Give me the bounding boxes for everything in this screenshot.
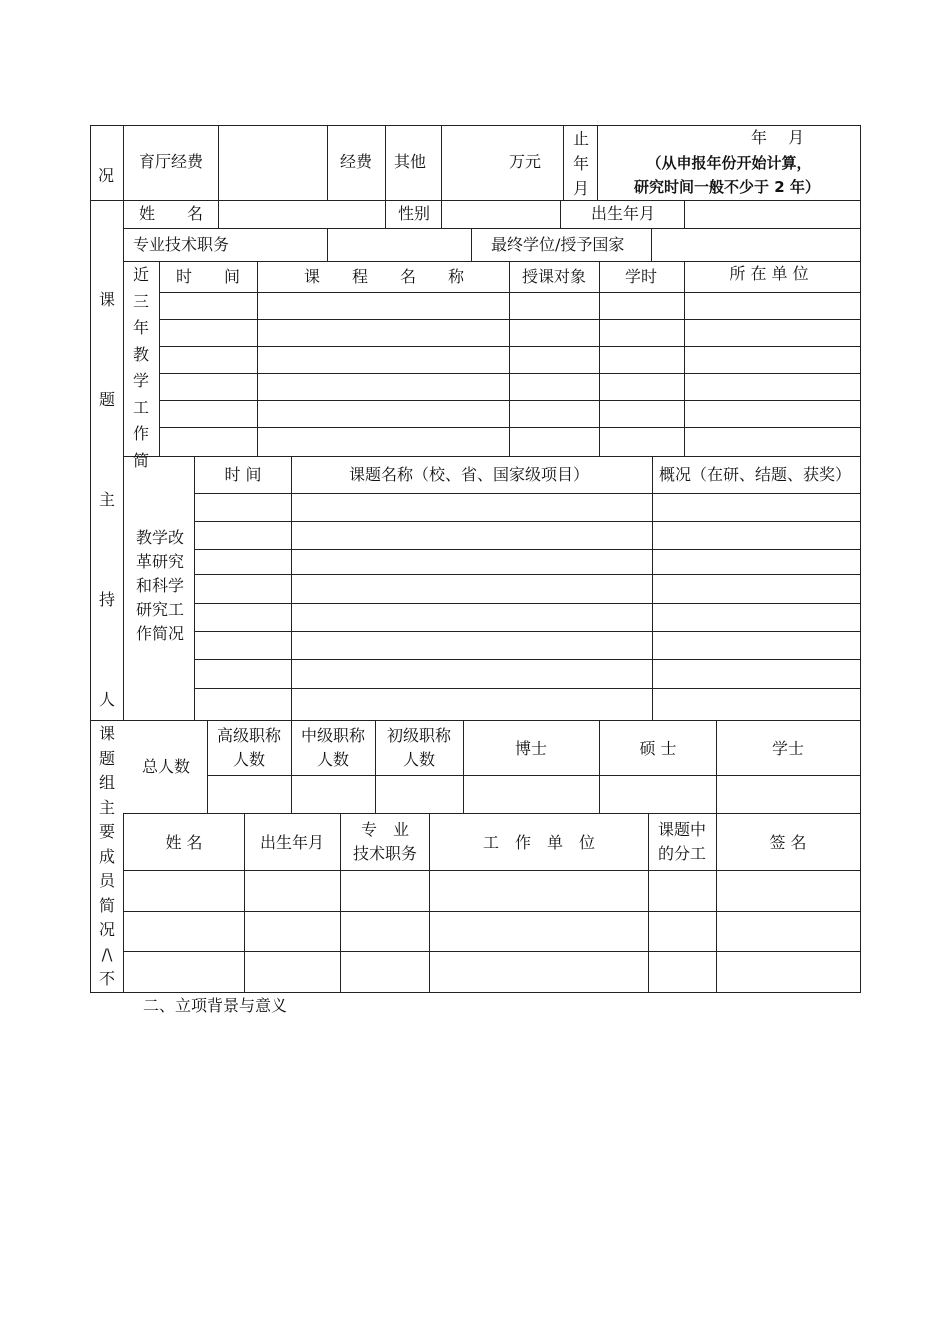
rule	[429, 813, 430, 993]
host-side-char: 人	[98, 690, 116, 709]
member-role-line: 的分工	[657, 844, 707, 863]
rule	[194, 493, 861, 494]
member-role-header	[658, 818, 706, 866]
member-title-line: 专 业	[360, 820, 410, 839]
end-date-label	[573, 126, 589, 201]
member-title-line: 技术职务	[352, 844, 418, 863]
teaching-side-char: 三	[132, 291, 150, 311]
teaching-header-hours: 学时	[624, 267, 658, 286]
group-side-char: 主	[98, 797, 116, 817]
junior-count-label	[387, 724, 451, 772]
group-side-char: /\	[101, 944, 113, 964]
rule	[159, 373, 861, 374]
rule	[684, 200, 685, 229]
research-side-line: 作简况	[136, 624, 185, 643]
host-degree-label: 最终学位/授予国家	[491, 235, 625, 254]
rule	[716, 813, 717, 993]
group-side-char: 要	[98, 822, 116, 841]
rule	[684, 261, 685, 457]
duration-note-line1: （从申报年份开始计算，	[646, 154, 812, 172]
research-side-line: 研究工	[136, 600, 185, 619]
teaching-side-char: 学	[132, 371, 150, 390]
group-side-char: 况	[98, 920, 116, 939]
teaching-side-label	[132, 262, 150, 470]
rule	[218, 125, 219, 201]
rule	[244, 813, 245, 993]
section-heading: 二、立项背景与意义	[143, 996, 288, 1015]
member-birth-header: 出生年月	[259, 833, 325, 852]
member-sign-header: 签 名	[769, 833, 807, 852]
group-side-char: 组	[98, 773, 116, 792]
rule	[159, 400, 861, 401]
rule	[509, 261, 510, 457]
group-side-char: 题	[98, 748, 116, 768]
host-birth-label: 出生年月	[591, 204, 656, 223]
group-side-label	[99, 722, 115, 992]
rule	[90, 200, 861, 201]
middle-line: 中级职称	[300, 726, 366, 745]
fund-label: 经费	[340, 152, 373, 171]
host-side-char: 题	[98, 390, 116, 409]
research-header-project: 课题名称（校、省、国家级项目）	[348, 465, 590, 484]
rule	[207, 720, 208, 814]
rule	[441, 125, 442, 201]
member-name-header: 姓 名	[165, 833, 203, 852]
rule	[563, 125, 564, 201]
teaching-header-course: 课 程 名 称	[303, 267, 465, 286]
bachelor-label: 学士	[771, 739, 805, 758]
teaching-side-char: 简	[132, 450, 150, 470]
rule	[90, 125, 91, 993]
group-side-char: 不	[98, 969, 116, 988]
duration-note-line2: 研究时间一般不少于 2 年）	[634, 178, 820, 196]
rule	[257, 261, 258, 457]
rule	[327, 228, 328, 262]
rule	[385, 125, 386, 201]
rule	[194, 456, 195, 721]
junior-line: 初级职称	[386, 726, 452, 745]
phd-label: 博士	[514, 739, 548, 758]
host-side-char: 课	[98, 290, 116, 309]
group-side-char: 简	[98, 895, 116, 915]
dept-fund-label: 育厅经费	[139, 152, 204, 171]
rule	[327, 125, 328, 201]
rule	[194, 631, 861, 632]
rule	[194, 574, 861, 575]
rule	[218, 200, 219, 229]
rule	[652, 456, 653, 721]
host-name-label: 姓 名	[139, 204, 204, 223]
teaching-side-char: 工	[132, 397, 150, 417]
research-side-line: 和科学	[136, 576, 185, 595]
rule	[385, 200, 386, 229]
rule	[463, 720, 464, 814]
rule	[291, 456, 292, 721]
research-side-label	[136, 526, 184, 646]
rule	[194, 603, 861, 604]
rule	[90, 992, 861, 993]
rule	[648, 813, 649, 993]
teaching-side-char: 作	[132, 424, 150, 443]
research-side-line: 革研究	[136, 552, 185, 571]
master-label: 硕 士	[639, 739, 677, 758]
end-char: 年	[572, 154, 590, 173]
rule	[599, 720, 600, 814]
senior-line: 高级职称	[216, 726, 282, 745]
rule	[651, 228, 652, 262]
rule	[441, 200, 442, 229]
rule	[123, 228, 861, 229]
rule	[90, 720, 861, 721]
middle-line: 人数	[316, 750, 350, 769]
member-org-header: 工 作 单 位	[482, 833, 596, 852]
senior-count-label	[217, 724, 281, 772]
rule	[471, 228, 472, 262]
rule	[123, 813, 861, 814]
rule	[194, 688, 861, 689]
end-char: 月	[572, 179, 590, 198]
senior-line: 人数	[232, 750, 266, 769]
rule	[123, 911, 861, 912]
rule	[123, 456, 861, 457]
unit-label: 万元	[509, 152, 542, 171]
rule	[375, 720, 376, 814]
rule	[194, 549, 861, 550]
rule	[860, 125, 861, 993]
teaching-side-char: 年	[132, 318, 150, 337]
rule	[207, 775, 861, 776]
funding-side-label: 况	[98, 166, 115, 185]
group-side-char: 成	[98, 846, 116, 866]
host-title-label: 专业技术职务	[133, 235, 230, 254]
rule	[159, 346, 861, 347]
junior-line: 人数	[402, 750, 436, 769]
teaching-header-org: 所 在 单 位	[729, 264, 809, 283]
rule	[716, 720, 717, 814]
total-count-label: 总人数	[141, 757, 191, 776]
teaching-side-char: 近	[132, 265, 150, 284]
year-month-label: 年 月	[751, 128, 805, 147]
rule	[597, 125, 598, 201]
research-side-line: 教学改	[136, 528, 185, 547]
rule	[159, 292, 861, 293]
teaching-header-time: 时 间	[175, 267, 241, 286]
group-side-char: 课	[98, 724, 116, 743]
rule	[159, 261, 160, 457]
teaching-side-char: 教	[132, 344, 150, 364]
group-side-char: 员	[98, 871, 116, 890]
member-title-header	[353, 818, 417, 866]
teaching-header-audience: 授课对象	[521, 267, 587, 286]
rule	[194, 521, 861, 522]
host-side-char: 主	[98, 490, 116, 509]
rule	[560, 200, 561, 229]
rule	[90, 125, 861, 126]
middle-count-label	[301, 724, 365, 772]
rule	[123, 125, 124, 721]
rule	[340, 813, 341, 993]
member-role-line: 课题中	[657, 820, 707, 839]
host-gender-label: 性别	[398, 204, 431, 223]
rule	[194, 659, 861, 660]
research-header-time: 时 间	[224, 465, 262, 484]
rule	[159, 319, 861, 320]
end-char: 止	[572, 129, 590, 148]
rule	[123, 951, 861, 952]
rule	[123, 813, 124, 993]
host-side-label	[99, 250, 115, 750]
other-label: 其他	[394, 152, 427, 171]
rule	[159, 427, 861, 428]
rule	[123, 870, 861, 871]
research-header-status: 概况（在研、结题、获奖）	[658, 465, 852, 484]
rule	[291, 720, 292, 814]
rule	[599, 261, 600, 457]
host-side-char: 持	[98, 590, 116, 609]
